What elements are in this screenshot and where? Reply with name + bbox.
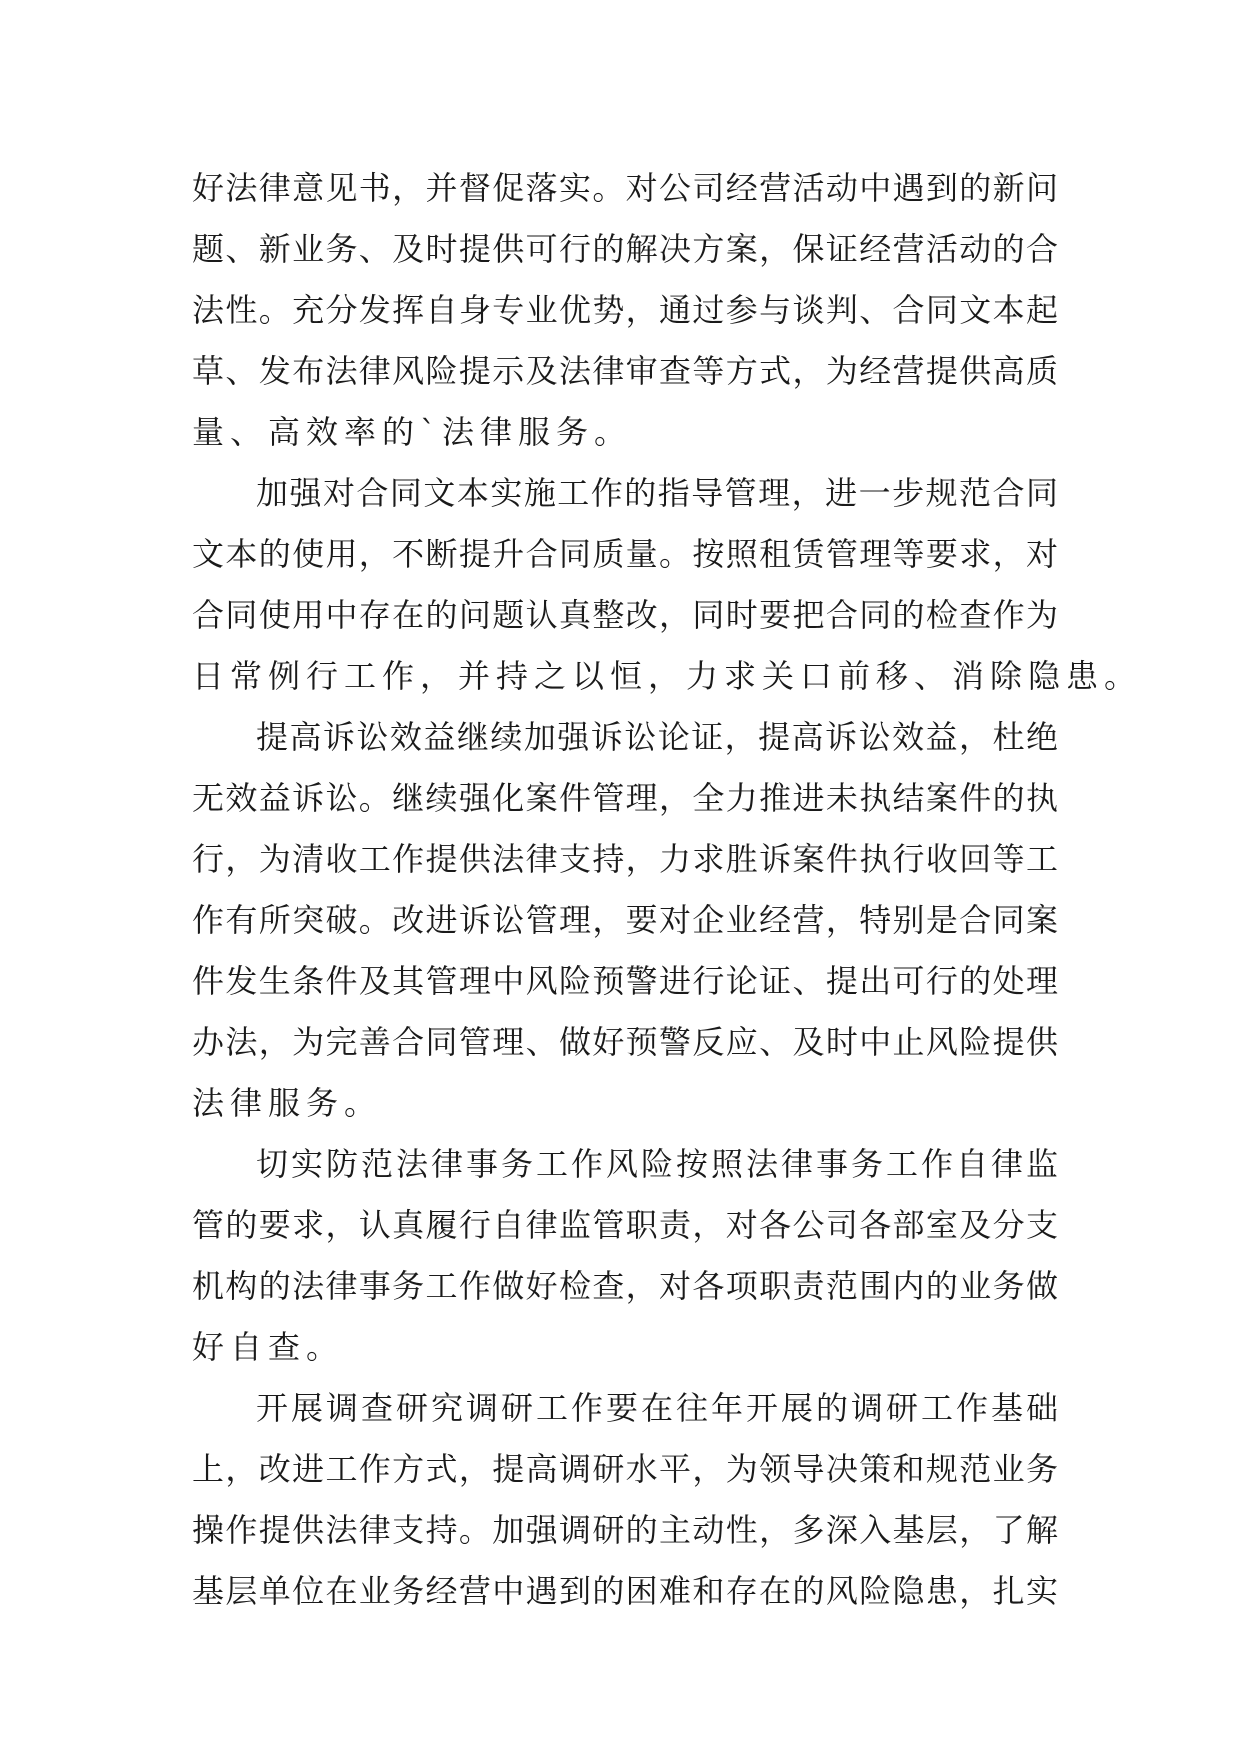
text-line: 管的要求，认真履行自律监管职责，对各公司各部室及分支	[192, 1206, 1058, 1244]
text-line: 办法，为完善合同管理、做好预警反应、及时中止风险提供	[192, 1023, 1058, 1061]
text-line: 件发生条件及其管理中风险预警进行论证、提出可行的处理	[192, 962, 1058, 1000]
paragraph	[192, 1378, 1058, 1621]
text-line: 基层单位在业务经营中遇到的困难和存在的风险隐患，扎实	[192, 1572, 1058, 1610]
text-line: 上，改进工作方式，提高调研水平，为领导决策和规范业务	[192, 1450, 1058, 1488]
text-line: 题、新业务、及时提供可行的解决方案，保证经营活动的合	[192, 230, 1058, 268]
text-line: 提高诉讼效益继续加强诉讼论证，提高诉讼效益，杜绝	[256, 718, 1058, 756]
text-line: 合同使用中存在的问题认真整改，同时要把合同的检查作为	[192, 596, 1058, 634]
text-line: 开展调查研究调研工作要在往年开展的调研工作基础	[256, 1389, 1058, 1427]
paragraph	[192, 1134, 1058, 1377]
text-line: 草、发布法律风险提示及法律审查等方式，为经营提供高质	[192, 352, 1058, 390]
paragraph	[192, 158, 1058, 462]
text-line: 法性。充分发挥自身专业优势，通过参与谈判、合同文本起	[192, 291, 1058, 329]
paragraph	[192, 707, 1058, 1133]
text-line: 行，为清收工作提供法律支持，力求胜诉案件执行收回等工	[192, 840, 1058, 878]
text-line: 加强对合同文本实施工作的指导管理，进一步规范合同	[256, 474, 1058, 512]
text-line: 切实防范法律事务工作风险按照法律事务工作自律监	[256, 1145, 1058, 1183]
text-line: 无效益诉讼。继续强化案件管理，全力推进未执结案件的执	[192, 779, 1058, 817]
paragraph	[192, 463, 1143, 706]
text-line: 作有所突破。改进诉讼管理，要对企业经营，特别是合同案	[192, 901, 1058, 939]
text-line: 机构的法律事务工作做好检查，对各项职责范围内的业务做	[192, 1267, 1058, 1305]
text-line: 量、高效率的`法律服务。	[192, 413, 633, 451]
document-body	[192, 158, 1143, 1622]
text-line: 日常例行工作，并持之以恒，力求关口前移、消除隐患。	[192, 657, 1143, 695]
text-line: 操作提供法律支持。加强调研的主动性，多深入基层，了解	[192, 1511, 1058, 1549]
text-line: 文本的使用，不断提升合同质量。按照租赁管理等要求，对	[192, 535, 1058, 573]
text-line: 好自查。	[192, 1328, 345, 1366]
text-line: 法律服务。	[192, 1084, 383, 1122]
text-line: 好法律意见书，并督促落实。对公司经营活动中遇到的新问	[192, 169, 1058, 207]
